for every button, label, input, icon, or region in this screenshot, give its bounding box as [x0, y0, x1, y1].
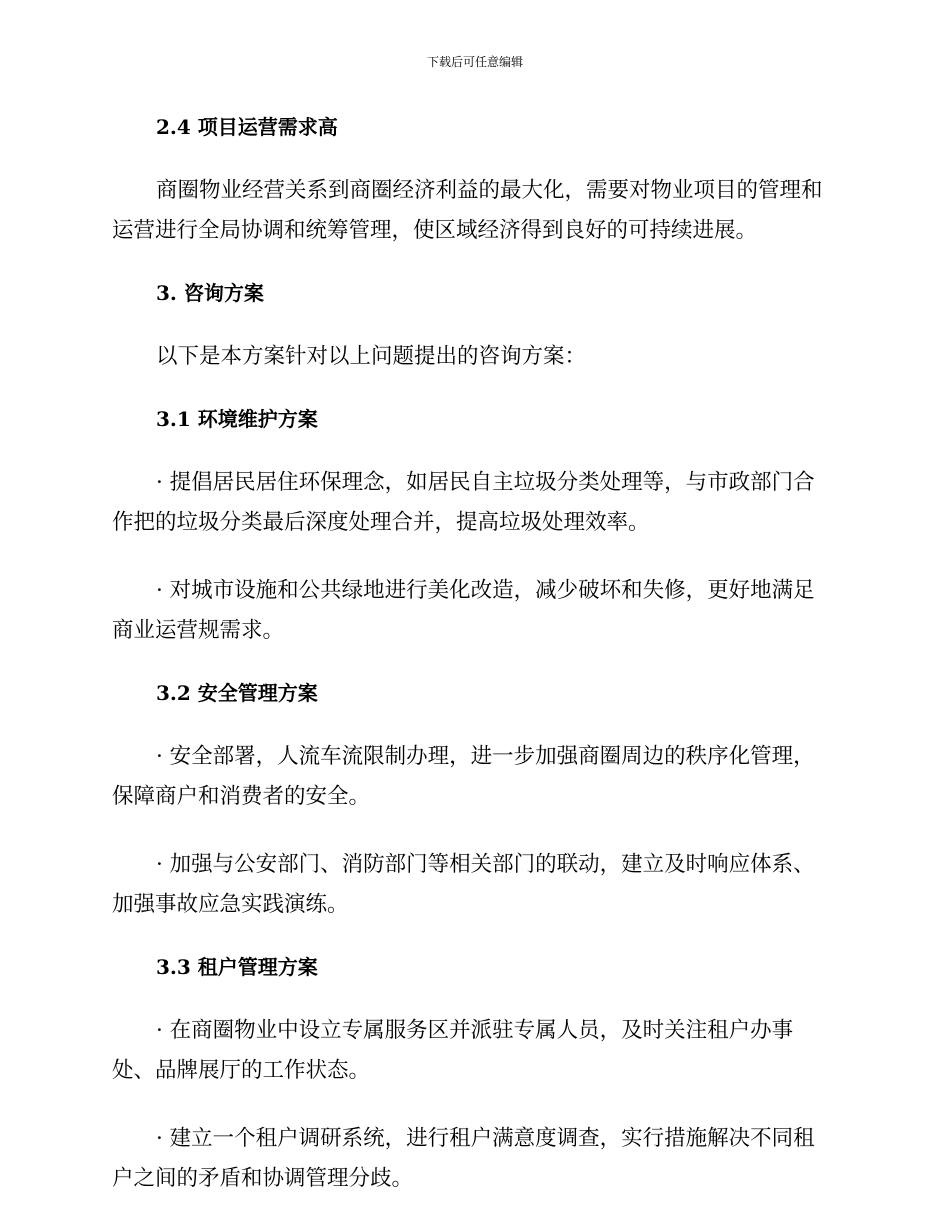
- section-heading-2-4: 2.4 项目运营需求高: [156, 115, 338, 139]
- section-3-2-item-2: · 加强与公安部门、消防部门等相关部门的联动，建立及时响应体系、加强事故应急实践演练。: [112, 852, 815, 917]
- document-body: [112, 113, 830, 1199]
- section-heading-3: 3. 咨询方案: [156, 281, 264, 305]
- section-heading-3-1: 3.1 环境维护方案: [156, 407, 318, 431]
- section-3-1-item-1: · 提倡居民居住环保理念，如居民自主垃圾分类处理等，与市政部门合作把的垃圾分类最后深度处理合并，提高垃圾处理效率。: [112, 470, 815, 535]
- section-heading-3-3: 3.3 租户管理方案: [156, 955, 318, 979]
- page-header: 下载后可任意编辑: [426, 55, 523, 69]
- section-3-3-item-1: · 在商圈物业中设立专属服务区并派驻专属人员，及时关注租户办事处、品牌展厅的工作状态。: [112, 1018, 794, 1083]
- section-3-intro: 以下是本方案针对以上问题提出的咨询方案：: [156, 344, 587, 369]
- section-3-3-item-2: · 建立一个租户调研系统，进行租户满意度调查，实行措施解决不同租户之间的矛盾和协调管理分歧。: [112, 1126, 815, 1191]
- section-3-2-item-1: · 安全部署，人流车流限制办理，进一步加强商圈周边的秩序化管理，保障商户和消费者的安全。: [112, 744, 815, 809]
- section-2-4-paragraph: 商圈物业经营关系到商圈经济利益的最大化，需要对物业项目的管理和运营进行全局协调和统筹管理，使区域经济得到良好的可持续进展。: [112, 178, 823, 243]
- section-3-1-item-2: · 对城市设施和公共绿地进行美化改造，减少破坏和失修，更好地满足商业运营规需求。: [112, 578, 815, 643]
- section-heading-3-2: 3.2 安全管理方案: [156, 681, 318, 705]
